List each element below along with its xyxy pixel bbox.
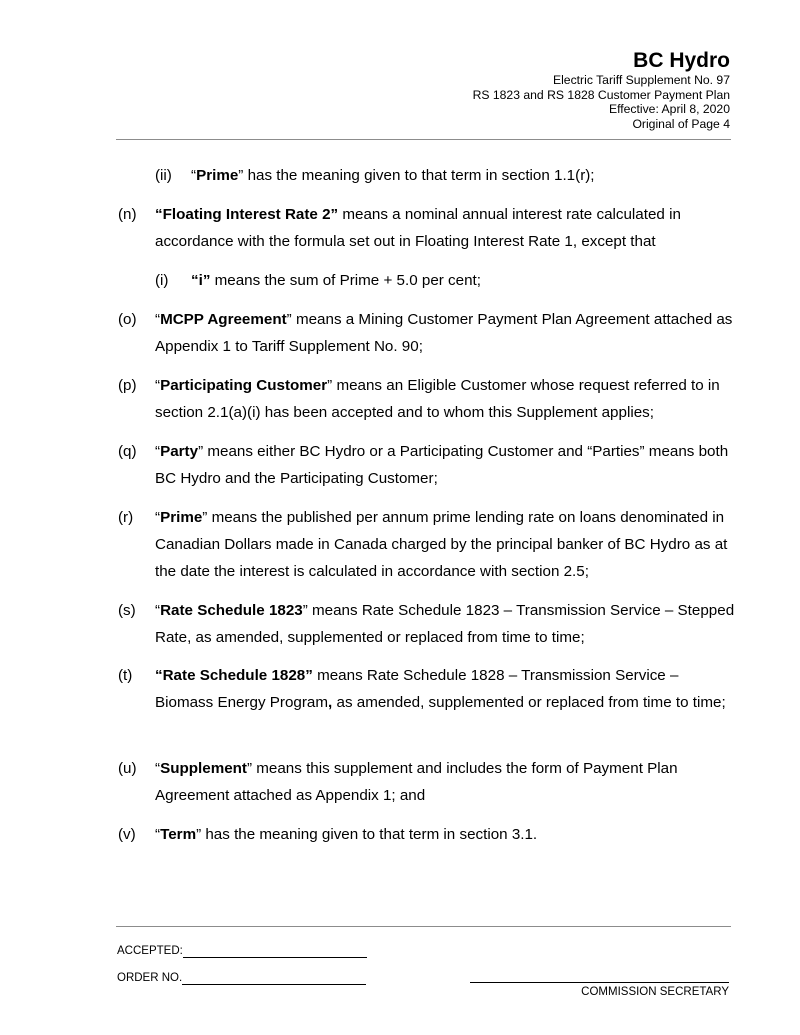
header-divider — [116, 139, 731, 140]
definition-o — [118, 306, 738, 360]
definition-s — [118, 597, 738, 651]
sub-item-label: (i) — [155, 272, 169, 289]
signature-line — [470, 982, 729, 983]
definition-q — [118, 438, 738, 492]
sub-item-text: “Prime” has the meaning given to that term in section 1.1(r); — [191, 167, 595, 184]
defined-term: Participating Customer — [160, 377, 328, 394]
definition-n — [118, 201, 738, 255]
definition-text: “Rate Schedule 1828” means Rate Schedule 1828 – Transmission Service – Biomass Energy Program, as amended, supplemented or replaced from time to time; — [155, 667, 726, 711]
order-number-field — [117, 971, 366, 985]
definition-p — [118, 372, 738, 426]
tariff-supplement-number: Electric Tariff Supplement No. 97 — [552, 73, 730, 87]
sub-item-label: (ii) — [155, 167, 172, 184]
definition-v — [118, 821, 738, 848]
definition-label: (t) — [118, 667, 133, 684]
commission-secretary-label: COMMISSION SECRETARY — [581, 986, 729, 998]
sub-item-i — [155, 267, 735, 294]
defined-term: “Rate Schedule 1828” — [155, 667, 313, 684]
definition-t — [118, 662, 738, 716]
definition-text: “Prime” means the published per annum prime lending rate on loans denominated in Canadian Dollars made in Canada charged by the principal banker of BC Hydro as at the date the interest is calculated in accordance with section 2.5; — [155, 509, 728, 580]
definition-label: (q) — [118, 443, 137, 460]
definition-text: “Rate Schedule 1823” means Rate Schedule 1823 – Transmission Service – Stepped Rate, as amended, supplemented or replaced from time to time; — [155, 602, 735, 646]
sub-item-text: “i” means the sum of Prime + 5.0 per cent; — [191, 272, 481, 289]
accepted-label: ACCEPTED: — [117, 945, 183, 957]
definition-r — [118, 504, 738, 585]
sub-item-ii — [155, 162, 735, 189]
definition-text: “MCPP Agreement” means a Mining Customer Payment Plan Agreement attached as Appendix 1 to Tariff Supplement No. 90; — [155, 311, 733, 355]
definition-text: “Participating Customer” means an Eligible Customer whose request referred to in section 2.1(a)(i) has been accepted and to whom this Supplement applies; — [155, 377, 720, 421]
definition-text: “Party” means either BC Hydro or a Participating Customer and “Parties” means both BC Hydro and the Participating Customer; — [155, 443, 729, 487]
defined-term: Prime — [160, 509, 203, 526]
defined-term: “i” — [191, 272, 211, 289]
defined-term: Supplement — [160, 760, 247, 777]
definition-label: (o) — [118, 311, 137, 328]
definition-label: (p) — [118, 377, 137, 394]
defined-term: Party — [160, 443, 199, 460]
definition-label: (r) — [118, 509, 134, 526]
accepted-field — [117, 944, 367, 958]
page-number: Original of Page 4 — [632, 116, 730, 131]
order-number-blank-line — [182, 972, 366, 985]
org-name: BC Hydro — [633, 49, 730, 72]
definition-label: (n) — [118, 206, 137, 223]
defined-term: Term — [160, 826, 197, 843]
document-subject: RS 1823 and RS 1828 Customer Payment Plan — [472, 87, 730, 102]
definition-label: (v) — [118, 826, 136, 843]
definition-text: “Supplement” means this supplement and includes the form of Payment Plan Agreement attached as Appendix 1; and — [155, 760, 678, 804]
definition-text: “Floating Interest Rate 2” means a nominal annual interest rate calculated in accordance with the formula set out in Floating Interest Rate 1, except that — [155, 206, 681, 250]
defined-term: Rate Schedule 1823 — [160, 602, 303, 619]
defined-term: “Floating Interest Rate 2” — [155, 206, 339, 223]
defined-term: Prime — [196, 167, 239, 184]
footer-divider — [116, 926, 731, 927]
definition-label: (s) — [118, 602, 136, 619]
order-number-label: ORDER NO. — [117, 972, 183, 984]
definition-u — [118, 755, 738, 809]
definition-label: (u) — [118, 760, 137, 777]
effective-date: Effective: April 8, 2020 — [608, 102, 730, 116]
accepted-blank-line — [183, 945, 367, 958]
definition-text: “Term” has the meaning given to that term in section 3.1. — [155, 826, 538, 843]
defined-term: MCPP Agreement — [160, 311, 287, 328]
page-header — [330, 50, 730, 131]
